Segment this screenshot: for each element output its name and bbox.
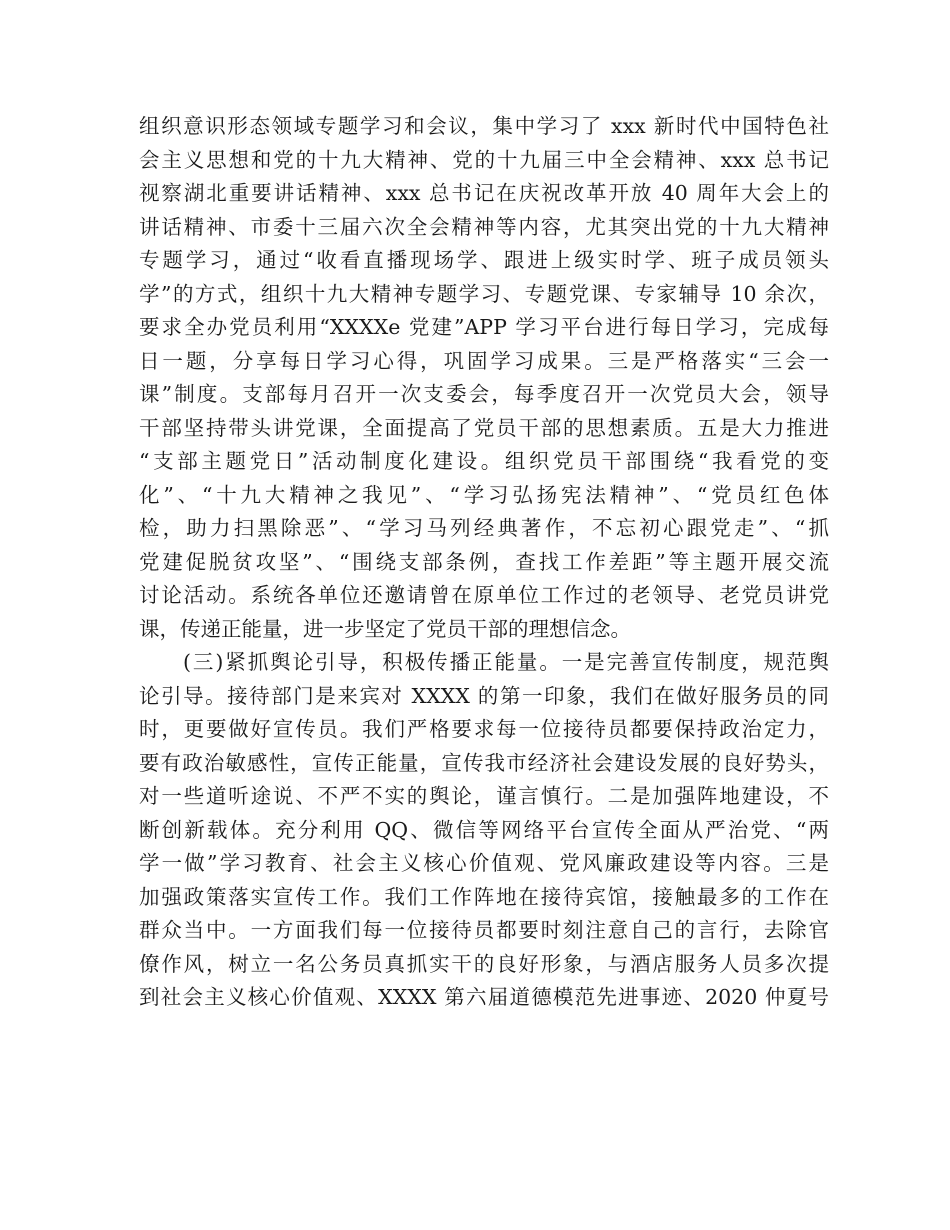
text-line: 时，更要做好宣传员。我们严格要求每一位接待员都要保持政治定力，: [139, 717, 829, 741]
paragraph-1: [139, 110, 829, 646]
text-line: (三)紧抓舆论引导，积极传播正能量。一是完善宣传制度，规范舆: [183, 650, 829, 674]
text-line: 党建促脱贫攻坚”、“围绕支部条例，查找工作差距”等主题开展交流: [139, 549, 829, 574]
text-line: 讨论活动。系统各单位还邀请曾在原单位工作过的老领导、老党员讲党: [139, 583, 829, 607]
text-line: 讲话精神、市委十三届六次全会精神等内容，尤其突出党的十九大精神: [139, 214, 829, 239]
text-line: 对一些道听途说、不严不实的舆论，谨言慎行。二是加强阵地建设，不: [139, 784, 829, 808]
text-line: 群众当中。一方面我们每一位接待员都要时刻注意自己的言行，去除官: [139, 918, 829, 942]
paragraph-2: [139, 646, 829, 1015]
text-line: 到社会主义核心价值观、XXXX 第六届道德模范先进事迹、2020 仲夏号: [139, 985, 829, 1009]
text-line: 日一题，分享每日学习心得，巩固学习成果。三是严格落实“三会一: [139, 348, 829, 373]
text-line: 学”的方式，组织十九大精神专题学习、专题党课、专家辅导 10 余次，: [139, 281, 829, 306]
text-line: 专题学习，通过“收看直播现场学、跟进上级实时学、班子成员领头: [139, 248, 829, 272]
text-line: 会主义思想和党的十九大精神、党的十九届三中全会精神、xxx 总书记: [139, 147, 829, 172]
text-line: “支部主题党日”活动制度化建设。组织党员干部围绕“我看党的变: [139, 449, 829, 473]
text-line: 僚作风，树立一名公务员真抓实干的良好形象，与酒店服务人员多次提: [139, 951, 829, 976]
text-line: 课”制度。支部每月召开一次支委会，每季度召开一次党员大会，领导: [139, 382, 829, 406]
text-line: 论引导。接待部门是来宾对 XXXX 的第一印象，我们在做好服务员的同: [139, 683, 829, 708]
document-body: [139, 110, 829, 1015]
text-line: 视察湖北重要讲话精神、xxx 总书记在庆祝改革开放 40 周年大会上的: [139, 181, 829, 205]
text-line: 学一做”学习教育、社会主义核心价值观、党风廉政建设等内容。三是: [139, 851, 829, 875]
text-line: 断创新载体。充分利用 QQ、微信等网络平台宣传全面从严治党、“两: [139, 817, 829, 842]
text-line: 要有政治敏感性，宣传正能量，宣传我市经济社会建设发展的良好势头，: [139, 750, 829, 775]
text-line: 化”、“十九大精神之我见”、“学习弘扬宪法精神”、“党员红色体: [139, 482, 829, 507]
text-line: 加强政策落实宣传工作。我们工作阵地在接待宾馆，接触最多的工作在: [139, 884, 829, 909]
text-line: 干部坚持带头讲党课，全面提高了党员干部的思想素质。五是大力推进: [139, 415, 829, 440]
text-line: 要求全办党员利用“XXXXe 党建”APP 学习平台进行每日学习，完成每: [139, 315, 829, 339]
text-line: 组织意识形态领域专题学习和会议，集中学习了 xxx 新时代中国特色社: [139, 114, 829, 138]
text-line: 检，助力扫黑除恶”、“学习马列经典著作，不忘初心跟党走”、“抓: [139, 516, 829, 540]
text-line: 课，传递正能量，进一步坚定了党员干部的理想信念。: [139, 616, 631, 641]
